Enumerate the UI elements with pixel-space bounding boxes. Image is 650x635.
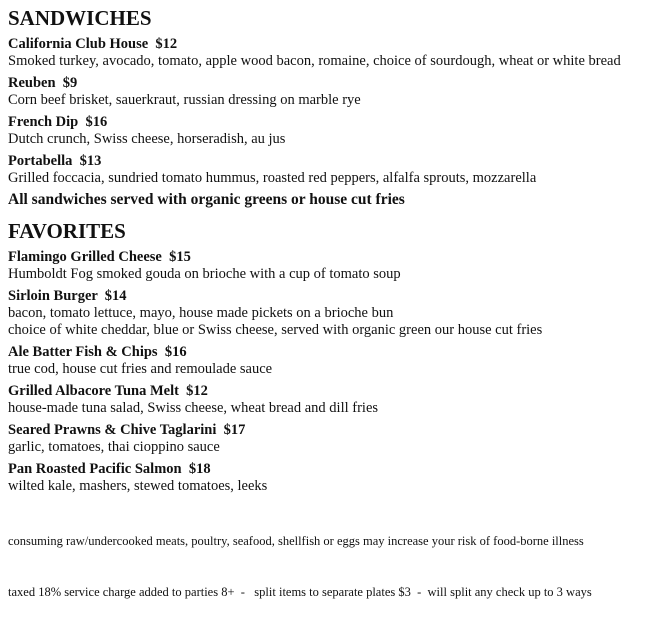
item-description: Grilled foccacia, sundried tomato hummus, roasted red peppers, alfalfa sprouts, mozzarella xyxy=(8,170,537,186)
item-description: Smoked turkey, avocado, tomato, apple wood bacon, romaine, choice of sourdough, wheat or white bread xyxy=(8,53,621,69)
item-description: Corn beef brisket, sauerkraut, russian dressing on marble rye xyxy=(8,92,361,108)
item-name: California Club House $12 xyxy=(8,36,178,52)
footnotes xyxy=(8,499,650,635)
item-description: bacon, tomato lettuce, mayo, house made pickets on a brioche bun xyxy=(8,305,394,321)
sandwiches-list xyxy=(8,36,650,187)
item-name: Sirloin Burger $14 xyxy=(8,288,127,304)
footnote-health-warning: consuming raw/undercooked meats, poultry, seafood, shellfish or eggs may increase your risk of food-borne illness xyxy=(8,534,584,548)
favorites-list xyxy=(8,249,650,495)
item-description: garlic, tomatoes, thai cioppino sauce xyxy=(8,439,220,455)
item-name: Seared Prawns & Chive Taglarini $17 xyxy=(8,422,246,438)
item-name: Portabella $13 xyxy=(8,153,102,169)
menu-item xyxy=(8,114,650,148)
item-name: French Dip $16 xyxy=(8,114,108,130)
item-name: Reuben $9 xyxy=(8,75,78,91)
item-name: Flamingo Grilled Cheese $15 xyxy=(8,249,191,265)
menu-item xyxy=(8,383,650,417)
menu-item xyxy=(8,249,650,283)
item-description: Dutch crunch, Swiss cheese, horseradish, au jus xyxy=(8,131,286,147)
menu-item xyxy=(8,36,650,70)
item-name: Pan Roasted Pacific Salmon $18 xyxy=(8,461,211,477)
menu-item xyxy=(8,288,650,339)
item-name: Ale Batter Fish & Chips $16 xyxy=(8,344,187,360)
item-description: house-made tuna salad, Swiss cheese, wheat bread and dill fries xyxy=(8,400,379,416)
menu-item xyxy=(8,75,650,109)
item-description: Humboldt Fog smoked gouda on brioche with a cup of tomato soup xyxy=(8,266,401,282)
menu-item xyxy=(8,344,650,378)
item-description: true cod, house cut fries and remoulade sauce xyxy=(8,361,273,377)
section-title-favorites: FAVORITES xyxy=(8,219,126,243)
item-description: choice of white cheddar, blue or Swiss cheese, served with organic green our house cut fries xyxy=(8,322,543,338)
sandwich-note: All sandwiches served with organic greens or house cut fries xyxy=(8,191,405,208)
footnote-policies: taxed 18% service charge added to parties 8+ - split items to separate plates $3 - will split any check up to 3 ways xyxy=(8,585,592,599)
item-description: wilted kale, mashers, stewed tomatoes, leeks xyxy=(8,478,268,494)
section-title-sandwiches: SANDWICHES xyxy=(8,6,152,30)
menu-item xyxy=(8,461,650,495)
item-name: Grilled Albacore Tuna Melt $12 xyxy=(8,383,208,399)
menu-item xyxy=(8,153,650,187)
menu-item xyxy=(8,422,650,456)
